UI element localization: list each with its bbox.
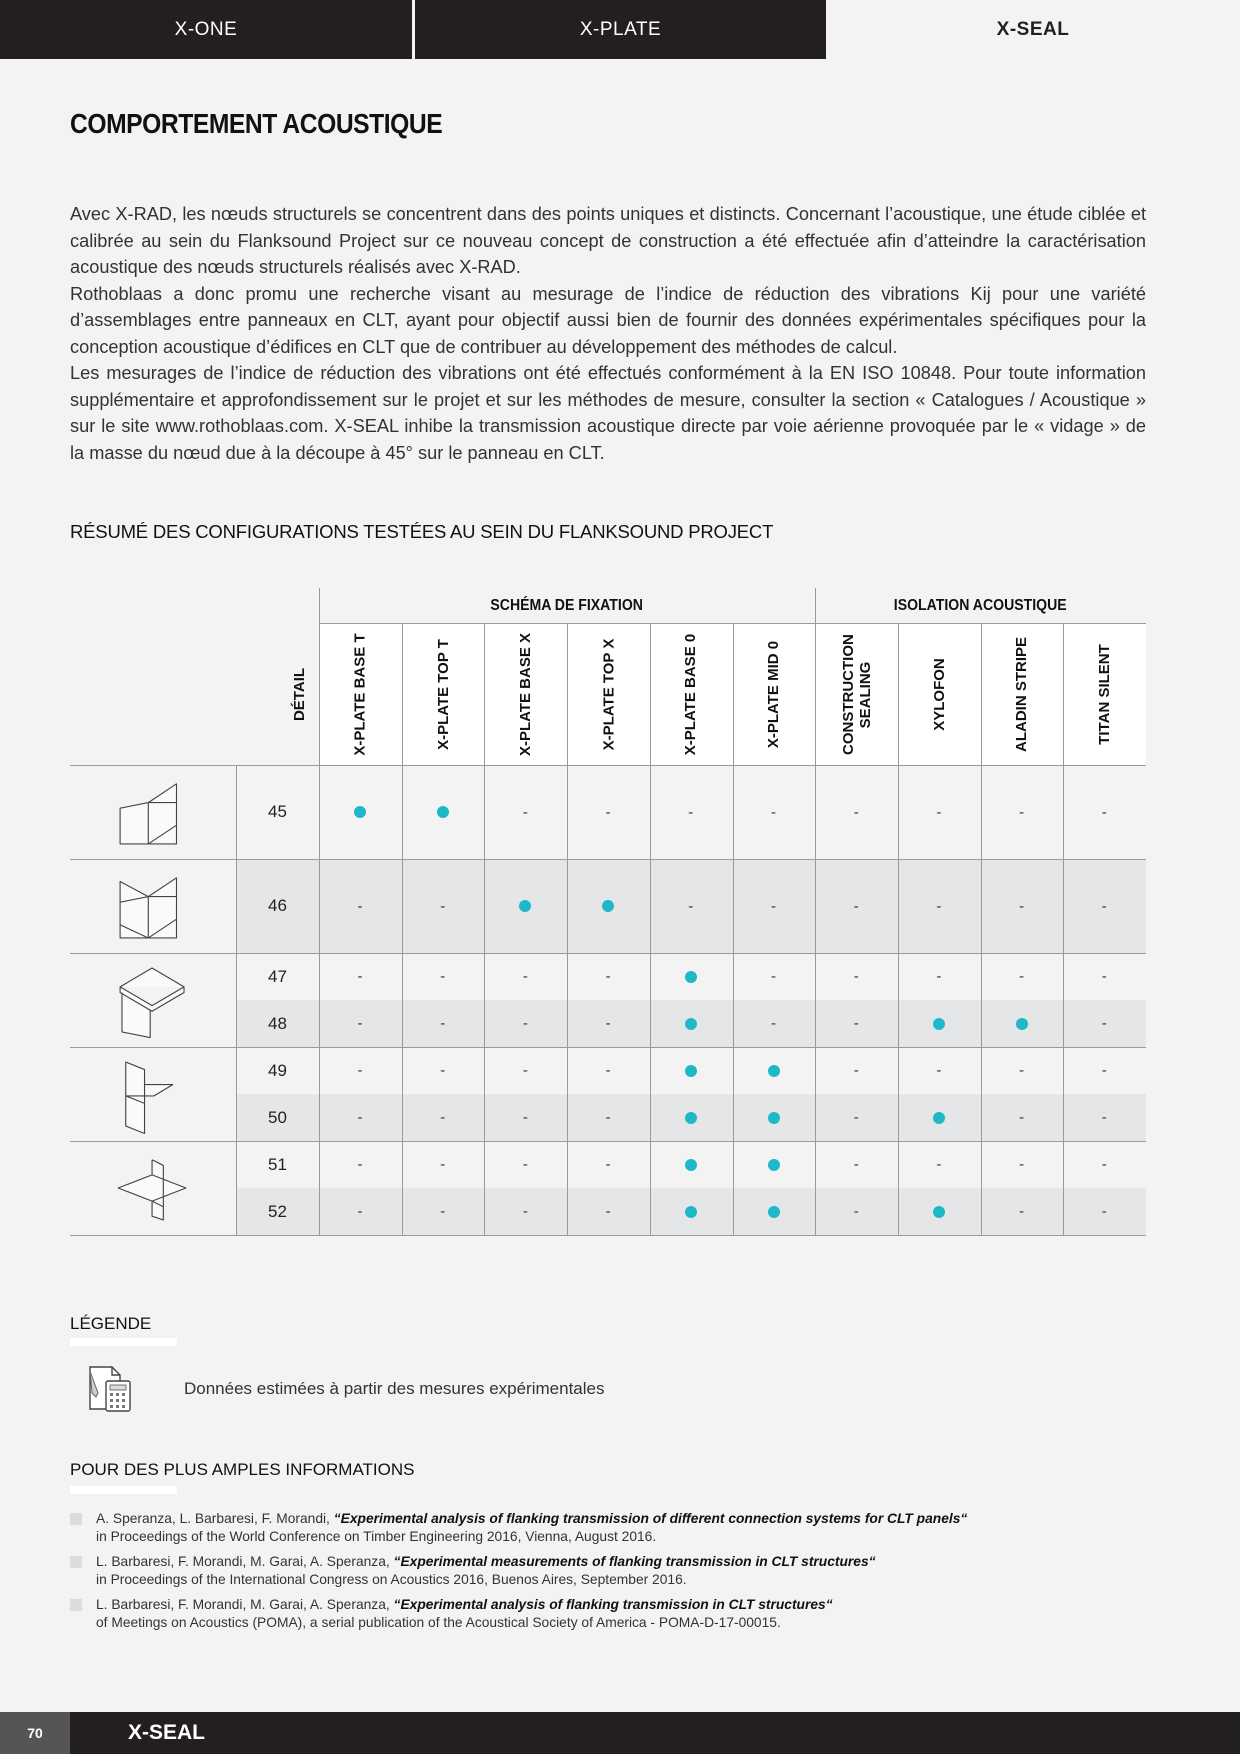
tested-dot [484,859,566,953]
tested-dot [650,1000,732,1047]
empty-cell: - [771,897,776,915]
empty-cell: - [522,803,528,821]
intro-paragraph: Rothoblaas a donc promu une recherche visant au mesurage de l’indice de réduction des vibrations Kij pour une variété d’assemblages entre panneaux en CLT, ayant pour objectif aussi bien de fournir des données expérimentales spécifiques pour la conception acoustique d’édifices en CLT que de contribuer au développement des méthodes de calcul. [70,283,1146,357]
calculator-document-icon [84,1363,136,1415]
ref-authors: A. Speranza, L. Barbaresi, F. Morandi, [96,1511,330,1526]
tested-marker-icon [768,1159,780,1171]
empty-cell: - [1101,1062,1107,1079]
bullet-square [70,1599,82,1611]
tested-marker-icon [768,1112,780,1124]
tested-marker-icon [354,806,366,818]
empty-cell: - [357,1015,363,1032]
detail-number: 49 [268,1060,287,1080]
empty-cell: - [936,1062,942,1079]
product-tabs [0,0,1240,59]
empty-cell: - [357,1203,363,1220]
footer-title: X-SEAL [128,1721,206,1744]
column-header: X-PLATE BASE X [517,632,535,757]
tested-dot [650,1094,732,1141]
configurations-table [70,588,1146,1238]
empty-cell: - [1101,968,1107,985]
intro-paragraph: Avec X-RAD, les nœuds structurels se concentrent dans des points uniques et distincts. Concernant l’acoustique, une étude ciblée et calibrée au sein du Flanksound Project sur ce nouveau concept de construction a été effectuée afin d’atteindre la caractérisation acoustique des nœuds structurels réalisés avec X-RAD. [70,204,1146,277]
empty-cell: - [522,1203,528,1220]
reference-item [70,1553,970,1589]
legend-heading-bar [70,1338,177,1346]
references-list [70,1510,970,1639]
empty-cell: - [853,1015,859,1032]
empty-cell: - [1019,1156,1025,1173]
column-header: TITAN SILENT [1096,644,1114,745]
empty-cell: - [936,897,942,915]
tested-dot [733,1141,815,1188]
empty-cell: - [440,897,446,915]
row-divider [70,1235,1146,1236]
detail-number: 51 [268,1154,287,1174]
tested-marker-icon [519,900,531,912]
empty-cell: - [1101,803,1107,821]
reference-item [70,1510,970,1546]
column-header: X-PLATE BASE 0 [682,633,700,756]
empty-cell: - [1101,1156,1107,1173]
intro-paragraph: Les mesurages de l’indice de réduction des vibrations ont été effectués conformément à la EN ISO 10848. Pour toute information supplémentaire et approfondissement sur le projet et sur les méthodes de mesure, consulter la section « Catalogues / Acoustique » sur le site www.rothoblaas.com. X-SEAL inhibe la transmission acoustique directe par voie aérienne provoquée par le « vidage » de la masse du nœud due à la découpe à 45° sur le panneau en CLT. [70,363,1146,463]
tested-dot [650,1188,732,1235]
empty-cell: - [1019,897,1025,915]
empty-cell: - [853,1203,859,1220]
table-subtitle: RÉSUMÉ DES CONFIGURATIONS TESTÉES AU SEIN DU FLANKSOUND PROJECT [70,521,774,542]
legend-text: Données estimées à partir des mesures expérimentales [184,1379,605,1398]
empty-cell: - [605,1109,611,1126]
empty-cell: - [688,897,694,915]
detail-number: 52 [268,1201,287,1221]
empty-cell: - [1019,1109,1025,1126]
legend-heading: LÉGENDE [70,1314,152,1333]
junction-t-icon [70,765,236,859]
detail-number: 45 [268,802,287,821]
empty-cell: - [605,1156,611,1173]
bullet-square [70,1556,82,1568]
tested-marker-icon [685,971,697,983]
tested-marker-icon [437,806,449,818]
empty-cell: - [1019,968,1025,985]
empty-cell: - [771,968,776,985]
tested-dot [402,765,484,859]
empty-cell: - [771,803,776,821]
tested-marker-icon [933,1112,945,1124]
tab-x-plate[interactable]: X-PLATE [415,0,826,59]
empty-cell: - [440,968,446,985]
column-header: X-PLATE TOP T [434,639,452,750]
detail-number: 50 [268,1107,287,1127]
empty-cell: - [853,803,859,821]
empty-cell: - [357,968,363,985]
junction-x-icon [70,859,236,953]
junction-cross-floor-icon [70,1141,236,1235]
empty-cell: - [1019,1203,1025,1220]
empty-cell: - [936,803,942,821]
empty-cell: - [357,1156,363,1173]
empty-cell: - [936,968,942,985]
tested-marker-icon [602,900,614,912]
tested-marker-icon [1016,1018,1028,1030]
tested-dot [650,953,732,1000]
tested-marker-icon [685,1112,697,1124]
empty-cell: - [522,1109,528,1126]
page-footer [0,1712,1240,1754]
tested-marker-icon [933,1018,945,1030]
empty-cell: - [357,1109,363,1126]
empty-cell: - [440,1203,446,1220]
tested-dot [733,1047,815,1094]
tested-dot [733,1094,815,1141]
tested-marker-icon [685,1159,697,1171]
ref-source: in Proceedings of the International Congress on Acoustics 2016, Buenos Aires, September 2016. [96,1572,687,1587]
empty-cell: - [440,1109,446,1126]
detail-number: 47 [268,966,287,986]
column-header: X-PLATE TOP X [599,638,617,751]
more-info-heading-bar [70,1486,177,1494]
bullet-square [70,1513,82,1525]
ref-authors: L. Barbaresi, F. Morandi, M. Garai, A. Speranza, [96,1597,390,1612]
ref-source: in Proceedings of the World Conference on Timber Engineering 2016, Vienna, August 2016. [96,1529,657,1544]
tested-marker-icon [933,1206,945,1218]
group-fixation-header: SCHÉMA DE FIXATION [319,588,815,624]
empty-cell: - [853,1109,859,1126]
junction-floor-wall-icon [70,953,236,1047]
ref-source: of Meetings on Acoustics (POMA), a serial publication of the Acoustical Society of America - POMA-D-17-00015. [96,1615,781,1630]
empty-cell: - [440,1015,446,1032]
empty-cell: - [1019,803,1025,821]
empty-cell: - [771,1015,776,1032]
tested-dot [981,1000,1063,1047]
tab-x-one[interactable]: X-ONE [0,0,412,59]
empty-cell: - [522,968,528,985]
empty-cell: - [605,1203,611,1220]
page-title: COMPORTEMENT ACOUSTIQUE [70,108,443,139]
empty-cell: - [688,803,694,821]
ref-authors: L. Barbaresi, F. Morandi, M. Garai, A. Speranza, [96,1554,390,1569]
column-header: ALADIN STRIPE [1013,636,1031,753]
junction-wall-floor-wall-icon [70,1047,236,1141]
tested-dot [898,1000,980,1047]
group-isolation-header: ISOLATION ACOUSTIQUE [815,588,1146,624]
detail-number: 46 [268,896,287,915]
tested-marker-icon [685,1065,697,1077]
empty-cell: - [522,1062,528,1079]
more-info-heading: POUR DES PLUS AMPLES INFORMATIONS [70,1460,415,1479]
ref-title: “Experimental analysis of flanking transmission of different connection systems for CLT panels“ [333,1511,968,1526]
empty-cell: - [936,1156,942,1173]
empty-cell: - [853,968,859,985]
empty-cell: - [1101,1109,1107,1126]
empty-cell: - [853,1156,859,1173]
empty-cell: - [1019,1062,1025,1079]
empty-cell: - [853,897,859,915]
detail-header: DÉTAIL [291,667,309,722]
page-number: 70 [0,1712,70,1754]
empty-cell: - [357,897,363,915]
tested-marker-icon [685,1206,697,1218]
tested-dot [898,1188,980,1235]
empty-cell: - [522,1156,528,1173]
ref-title: “Experimental measurements of flanking transmission in CLT structures“ [393,1554,876,1569]
empty-cell: - [522,1015,528,1032]
empty-cell: - [605,1062,611,1079]
empty-cell: - [440,1156,446,1173]
tested-dot [733,1188,815,1235]
empty-cell: - [1101,1203,1107,1220]
ref-title: “Experimental analysis of flanking transmission in CLT structures“ [393,1597,833,1612]
empty-cell: - [1101,1015,1107,1032]
tested-dot [650,1141,732,1188]
column-header: CONSTRUCTION SEALING [839,633,874,755]
empty-cell: - [1101,897,1107,915]
empty-cell: - [853,1062,859,1079]
tested-marker-icon [685,1018,697,1030]
tested-dot [567,859,649,953]
tested-marker-icon [768,1065,780,1077]
tested-dot [319,765,401,859]
detail-number: 48 [268,1013,287,1033]
tested-dot [650,1047,732,1094]
tested-marker-icon [768,1206,780,1218]
tab-x-seal[interactable]: X-SEAL [826,0,1240,59]
intro-text [70,201,1146,466]
empty-cell: - [605,1015,611,1032]
reference-item [70,1596,970,1632]
empty-cell: - [440,1062,446,1079]
column-header: X-PLATE BASE T [351,633,369,756]
column-header: X-PLATE MID 0 [765,640,783,749]
empty-cell: - [357,1062,363,1079]
tested-dot [898,1094,980,1141]
empty-cell: - [605,803,611,821]
empty-cell: - [605,968,611,985]
column-header: XYLOFON [930,658,948,731]
